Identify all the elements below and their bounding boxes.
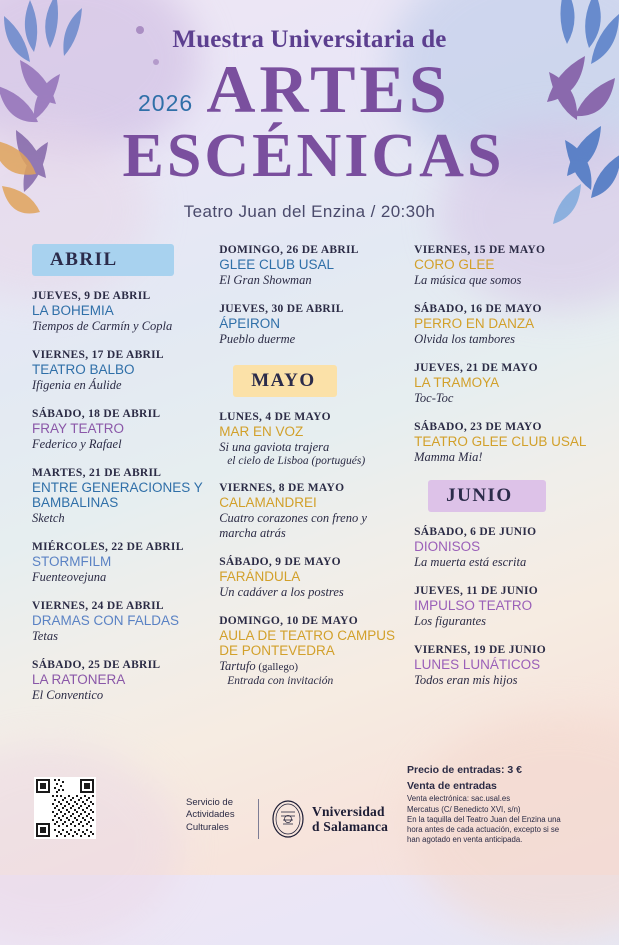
usal-line-1: Vniversidad xyxy=(312,803,385,819)
event-entry xyxy=(32,600,203,644)
event-entry xyxy=(219,411,398,467)
event-entry xyxy=(414,303,593,347)
event-company: CALAMANDREI xyxy=(219,494,317,510)
event-date: MIÉRCOLES, 22 DE ABRIL xyxy=(32,541,184,554)
event-company: LA RATONERA xyxy=(32,672,126,688)
event-company: TEATRO GLEE CLUB USAL xyxy=(414,433,587,449)
year-label: 2026 xyxy=(138,90,194,116)
title-line-2: ESCÉNICAS xyxy=(122,121,505,190)
event-company: IMPULSO TEATRO xyxy=(414,598,533,614)
column-middle xyxy=(219,244,398,719)
event-date: LUNES, 4 DE MAYO xyxy=(219,410,331,423)
poster-header xyxy=(0,0,619,222)
event-work: El Conventico xyxy=(32,688,104,703)
usal-logo xyxy=(258,799,388,839)
event-work: Tetas xyxy=(32,629,58,644)
event-company: DRAMAS CON FALDAS xyxy=(32,613,180,629)
event-work: Un cadáver a los postres xyxy=(219,585,344,600)
event-date: VIERNES, 19 DE JUNIO xyxy=(414,644,546,657)
event-work: Cuatro corazones con freno y marcha atrás xyxy=(219,511,367,541)
venue-line: Teatro Juan del Enzina / 20:30h xyxy=(183,201,436,221)
event-work: Pueblo duerme xyxy=(219,331,296,346)
event-company: AULA DE TEATRO CAMPUS DE PONTEVEDRA xyxy=(219,628,395,659)
ticket-sales-line-4: hora antes de cada actuación, excepto si se xyxy=(407,824,560,834)
ticket-price: Precio de entradas: 3 € xyxy=(407,764,522,777)
event-company: LUNES LUNÁTICOS xyxy=(414,657,541,673)
sac-logo-text xyxy=(186,797,235,835)
event-work: La música que somos xyxy=(414,272,522,287)
pretitle: Muestra Universitaria de xyxy=(172,26,447,53)
ticket-info xyxy=(407,764,597,845)
event-work: Federico y Rafael xyxy=(32,436,122,451)
event-date: DOMINGO, 10 DE MAYO xyxy=(219,615,359,628)
sac-line-1: Servicio de xyxy=(186,796,233,808)
programme-columns xyxy=(0,222,619,719)
event-work: Si una gaviota trajera xyxy=(219,439,330,454)
event-work: Mamma Mia! xyxy=(414,450,483,465)
event-work: La muerta está escrita xyxy=(414,555,527,570)
month-banner-junio: JUNIO xyxy=(428,480,546,512)
event-entry xyxy=(32,467,203,526)
qr-code[interactable] xyxy=(34,777,96,839)
event-entry xyxy=(32,290,203,334)
month-banner-mayo: MAYO xyxy=(233,365,337,397)
event-entry xyxy=(219,244,398,288)
ticket-sales-line-1: Venta electrónica: sac.usal.es xyxy=(407,794,511,804)
column-left xyxy=(32,244,203,719)
event-date: JUEVES, 9 DE ABRIL xyxy=(32,289,151,302)
event-company: GLEE CLUB USAL xyxy=(219,256,334,272)
event-company: LA TRAMOYA xyxy=(414,374,500,390)
event-date: SÁBADO, 6 DE JUNIO xyxy=(414,526,537,539)
event-company: LA BOHEMIA xyxy=(32,302,114,318)
event-date: DOMINGO, 26 DE ABRIL xyxy=(219,243,359,256)
event-company: FARÁNDULA xyxy=(219,569,301,585)
event-list-mayo-cont xyxy=(414,244,593,465)
event-company: MAR EN VOZ xyxy=(219,423,304,439)
event-date: VIERNES, 24 DE ABRIL xyxy=(32,600,164,613)
month-banner-abril: ABRIL xyxy=(32,244,174,276)
event-entry xyxy=(414,362,593,406)
ticket-sales-line-5: han agotado en venta anticipada. xyxy=(407,834,523,844)
event-entry xyxy=(219,482,398,541)
event-entry xyxy=(414,585,593,629)
event-work: Toc-Toc xyxy=(414,390,454,405)
usal-name xyxy=(312,804,388,834)
event-list-mayo xyxy=(219,411,398,687)
event-date: SÁBADO, 18 DE ABRIL xyxy=(32,407,161,420)
event-subnote: el cielo de Lisboa (portugués) xyxy=(227,454,366,467)
event-work: Fuenteovejuna xyxy=(32,570,107,585)
ticket-sales-line-2: Mercatus (C/ Benedicto XVI, s/n) xyxy=(407,804,521,814)
event-entry xyxy=(414,421,593,465)
event-work: Olvida los tambores xyxy=(414,331,516,346)
event-date: JUEVES, 21 DE MAYO xyxy=(414,361,538,374)
event-date: VIERNES, 15 DE MAYO xyxy=(414,243,546,256)
event-work: Sketch xyxy=(32,511,65,526)
ticket-sales-line-3: En la taquilla del Teatro Juan del Enzina una xyxy=(407,814,561,824)
event-work: Todos eran mis hijos xyxy=(414,673,518,688)
usal-line-2: d Salamanca xyxy=(312,819,389,834)
event-entry xyxy=(414,644,593,688)
event-work: Ifigenia en Áulide xyxy=(32,377,122,392)
event-entry xyxy=(219,303,398,347)
event-company: ENTRE GENERACIONES Y BAMBALINAS xyxy=(32,479,203,511)
event-date: SÁBADO, 16 DE MAYO xyxy=(414,302,542,315)
event-work: Tiempos de Carmín y Copla xyxy=(32,318,173,333)
event-list-junio xyxy=(414,526,593,688)
event-work: Los figurantes xyxy=(414,614,486,629)
event-entry xyxy=(32,541,203,585)
event-work-note: (gallego) xyxy=(255,661,299,674)
event-date: MARTES, 21 DE ABRIL xyxy=(32,466,162,479)
event-company: PERRO EN DANZA xyxy=(414,315,535,331)
poster-footer xyxy=(0,755,619,875)
event-entry xyxy=(219,615,398,686)
event-company: STORMFILM xyxy=(32,554,112,570)
event-date: JUEVES, 30 DE ABRIL xyxy=(219,302,344,315)
event-entry xyxy=(32,659,203,703)
title-line-1: ARTES xyxy=(206,51,451,127)
column-right xyxy=(414,244,593,719)
event-date: VIERNES, 8 DE MAYO xyxy=(219,481,345,494)
event-entry xyxy=(414,526,593,570)
event-work: El Gran Showman xyxy=(219,272,312,287)
event-company: FRAY TEATRO xyxy=(32,420,125,436)
sac-line-2: Actividades xyxy=(186,809,235,821)
event-subnote: Entrada con invitación xyxy=(227,674,334,687)
event-date: SÁBADO, 25 DE ABRIL xyxy=(32,659,161,672)
event-date: SÁBADO, 9 DE MAYO xyxy=(219,556,341,569)
event-entry xyxy=(32,349,203,393)
event-company: DIONISOS xyxy=(414,539,481,555)
event-date: SÁBADO, 23 DE MAYO xyxy=(414,420,542,433)
event-company: TEATRO BALBO xyxy=(32,361,135,377)
event-work: Tartufo (gallego) xyxy=(219,659,299,674)
event-entry xyxy=(32,408,203,452)
ticket-sales-head: Venta de entradas xyxy=(407,780,497,793)
event-list-abril xyxy=(32,290,203,704)
event-date: VIERNES, 17 DE ABRIL xyxy=(32,348,164,361)
sac-line-3: Culturales xyxy=(186,822,229,834)
event-date: JUEVES, 11 DE JUNIO xyxy=(414,585,539,598)
event-list-abril-cont xyxy=(219,244,398,347)
event-company: CORO GLEE xyxy=(414,256,495,272)
event-entry xyxy=(414,244,593,288)
usal-seal-icon xyxy=(271,799,305,839)
event-company: ÁPEIRON xyxy=(219,315,280,331)
event-entry xyxy=(219,556,398,600)
